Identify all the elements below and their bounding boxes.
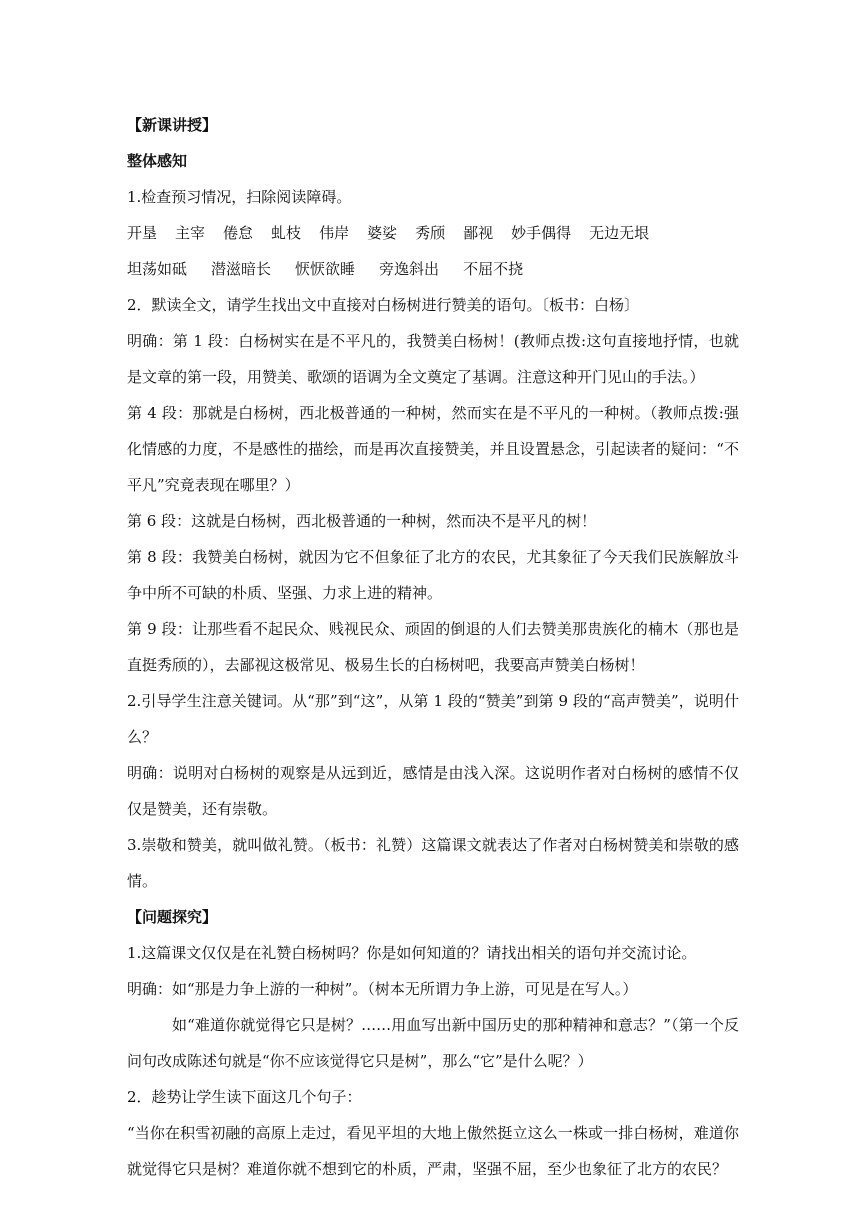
paragraph-6-note: 第 6 段：这就是白杨树，西北极普通的一种树，然而决不是平凡的树！ xyxy=(127,512,597,530)
vocab-row-2 xyxy=(127,251,739,287)
vocab-word: 婆娑 xyxy=(367,224,398,242)
answer-2: 如“难道你就觉得它只是树？……用血写出新中国历史的那种精神和意志？”（第一个反问句改成陈述句就是“你不应该觉得它只是树”，那么“它”是什么呢？） xyxy=(127,1016,739,1070)
answer-1: 明确：如“那是力争上游的一种树”。（树本无所谓力争上游，可见是在写人。） xyxy=(127,980,638,998)
item-silent-reading: 2．默读全文，请学生找出文中直接对白杨树进行赞美的语句。〔板书：白杨〕 xyxy=(127,296,640,314)
vocab-word: 恹恹欲睡 xyxy=(295,260,356,278)
vocab-word: 妙手偶得 xyxy=(511,224,572,242)
question-1: 1.这篇课文仅仅是在礼赞白杨树吗？你是如何知道的？请找出相关的语句并交流讨论。 xyxy=(127,944,697,962)
vocab-word: 开垦 xyxy=(127,224,158,242)
vocab-word: 倦怠 xyxy=(223,224,254,242)
vocab-word: 主宰 xyxy=(175,224,206,242)
vocab-word: 坦荡如砥 xyxy=(127,260,188,278)
vocab-word: 潜滋暗长 xyxy=(211,260,272,278)
vocab-word: 不屈不挠 xyxy=(463,260,524,278)
document-page xyxy=(127,107,739,1187)
subheading-overall-perception: 整体感知 xyxy=(127,152,188,170)
paragraph-8-note: 第 8 段：我赞美白杨树，就因为它不但象征了北方的农民，尤其象征了今天我们民族解放斗争中所不可缺的朴质、坚强、力求上进的精神。 xyxy=(127,548,739,602)
item-tribute: 3.崇敬和赞美，就叫做礼赞。（板书：礼赞）这篇课文就表达了作者对白杨树赞美和崇敬的感情。 xyxy=(127,836,739,890)
paragraph-4-note: 第 4 段：那就是白杨树，西北极普通的一种树，然而实在是不平凡的一种树。（教师点拨:强化情感的力度，不是感性的描绘，而是再次直接赞美，并且设置悬念，引起读者的疑问：“不平凡”究竟表现在哪里？） xyxy=(127,404,739,494)
quoted-passage: “当你在积雪初融的高原上走过，看见平坦的大地上傲然挺立这么一株或一排白杨树，难道你就觉得它只是树？难道你就不想到它的朴质，严肃，坚强不屈，至少也象征了北方的农民？ xyxy=(127,1124,739,1178)
vocab-word: 伟岸 xyxy=(319,224,350,242)
vocab-word: 鄙视 xyxy=(463,224,494,242)
paragraph-1-note: 明确：第 1 段：白杨树实在是不平凡的，我赞美白杨树！(教师点拨:这句直接地抒情，也就是文章的第一段，用赞美、歌颂的语调为全文奠定了基调。注意这种开门见山的手法。） xyxy=(127,332,739,386)
section-heading-new-lesson: 【新课讲授】 xyxy=(127,116,218,134)
item-preview-check: 1.检查预习情况，扫除阅读障碍。 xyxy=(127,188,352,206)
vocab-word: 旁逸斜出 xyxy=(379,260,440,278)
section-heading-inquiry: 【问题探究】 xyxy=(127,908,218,926)
paragraph-9-note: 第 9 段：让那些看不起民众、贱视民众、顽固的倒退的人们去赞美那贵族化的楠木（那也是直挺秀颀的），去鄙视这极常见、极易生长的白杨树吧，我要高声赞美白杨树！ xyxy=(127,620,739,674)
question-2: 2．趁势让学生读下面这几个句子： xyxy=(127,1088,362,1106)
clarification-keywords: 明确：说明对白杨树的观察是从远到近，感情是由浅入深。这说明作者对白杨树的感情不仅仅是赞美，还有崇敬。 xyxy=(127,764,739,818)
vocab-word: 虬枝 xyxy=(271,224,302,242)
vocab-row-1 xyxy=(127,215,739,251)
vocab-word: 无边无垠 xyxy=(589,224,650,242)
item-keywords: 2.引导学生注意关键词。从“那”到“这”，从第 1 段的“赞美”到第 9 段的“高声赞美”，说明什么？ xyxy=(127,692,739,746)
vocab-word: 秀颀 xyxy=(415,224,446,242)
